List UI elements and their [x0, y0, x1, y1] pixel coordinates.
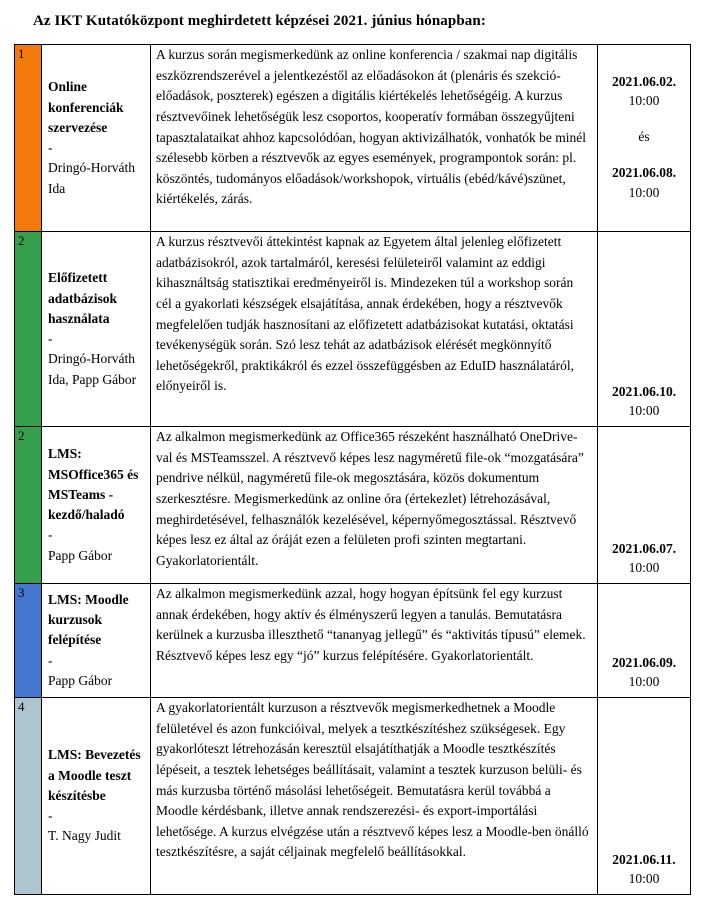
- session-time: 10:00: [628, 93, 660, 109]
- title-separator: -: [48, 331, 53, 346]
- course-date-cell: [598, 427, 691, 584]
- course-title-cell: [42, 45, 151, 232]
- course-title: LMS: Bevezetés a Moodle teszt készítésbe: [48, 747, 141, 803]
- session-date: 2021.06.08.: [611, 165, 677, 181]
- title-separator: -: [48, 652, 53, 668]
- session-block: [600, 382, 688, 421]
- date-conjunction: és: [638, 128, 650, 144]
- course-date-cell: [598, 232, 691, 427]
- session-date: 2021.06.10.: [611, 383, 677, 399]
- course-title-cell: [42, 232, 151, 427]
- row-number-cell: 2: [15, 427, 42, 584]
- course-description: A gyakorlatorientált kurzuson a résztvevők megismerkedhetnek a Moodle felületével és azon funkcióival, melyek a tesztkészítéshez szükségesek. Egy gyakorlóteszt létrehozásán keresztül elsajátíthatják a Moodle tesztkészítés lépéseit, a tesztek lehetséges beállításait, valamint a tesztek kurzuson belüli- és más kurzusba történő másolási lehetőségeit. Bemutatásra kerül továbbá a Moodle kérdésbank, illetve annak rendszerezési- és export-importálási lehetősége. A kurzus elvégzése után a résztvevő képes lesz a Moodle-ben önálló tesztkészítésre, a saját céljainak megfelelő beállításokkal.: [151, 698, 598, 895]
- session-date: 2021.06.07.: [611, 540, 677, 556]
- session-time: 10:00: [628, 403, 660, 419]
- course-description: A kurzus során megismerkedünk az online konferencia / szakmai nap digitális eszközrendszerével a jelentkezéstől az előadásokon át (plenáris és szekció-előadások, poszterek) egészen a digitális kiértékelés lehetőségéig. A kurzus résztvevőinek lehetőségük lesz csoportos, kooperatív formában összegyűjteni tapasztalataikat ahhoz kapcsolódóan, hogyan aktivizálhatók, vonhatók be minél szélesebb körben a résztvevők az egyes események, programpontok során: pl. köszöntés, tudományos előadások/workshopok, virtuális (ebéd/kávé)szünet, kiértékelés, zárás.: [151, 45, 598, 232]
- course-description: A kurzus résztvevői áttekintést kapnak az Egyetem által jelenleg előfizetett adatbázisokról, azok tartalmáról, keresési felületeiről valamint az eddigi kihasználtság statisztikai eredményeiről is. Mindezeken túl a workshop során cél a gyakorlati készségek elsajátítása, annak érdekében, hogy a résztvevők megfelelően tudják hasznosítani az előfizetett adatbázisokat kutatási, oktatási tevékenységük során. Szó lesz tehát az adatbázisok elérését megkönnyítő lehetőségekről, praktikákról és ezzel összefüggésben az EduID használatáról, előnyeiről is.: [151, 232, 598, 427]
- session-time: 10:00: [628, 871, 660, 887]
- course-title-cell: [42, 698, 151, 895]
- page-title: Az IKT Kutatóközpont meghirdetett képzései 2021. június hónapban:: [33, 13, 486, 29]
- session-date: 2021.06.09.: [611, 654, 677, 670]
- row-number-cell: 3: [15, 584, 42, 698]
- course-title-cell: [42, 584, 151, 698]
- course-date-cell: [598, 698, 691, 895]
- course-instructor: Dringó-Horváth Ida, Papp Gábor: [48, 351, 137, 387]
- course-date-cell: [598, 584, 691, 698]
- session-block: [600, 850, 688, 889]
- course-instructor: Papp Gábor: [48, 672, 113, 688]
- course-title: Előfizetett adatbázisok használata: [48, 270, 118, 326]
- course-title-cell: [42, 427, 151, 584]
- session-block: [600, 72, 688, 111]
- title-separator: -: [48, 808, 53, 824]
- session-block: [600, 539, 688, 578]
- row-number-cell: 2: [15, 232, 42, 427]
- course-instructor: Dringó-Horváth Ida: [48, 160, 135, 196]
- row-number-cell: 4: [15, 698, 42, 895]
- course-instructor: Papp Gábor: [48, 547, 113, 563]
- course-description: Az alkalmon megismerkedünk azzal, hogy hogyan építsünk fel egy kurzust annak érdekében, hogy aktív és élményszerű legyen a tanulás. Bemutatásra kerülnek a kurzusba illeszthető “tananyag jellegű” és “aktivitás típusú” elemek. Résztvevő képes lesz egy “jó” kurzus felépítésére. Gyakorlatorientált.: [151, 584, 598, 698]
- table-row: [15, 427, 691, 584]
- session-block: [600, 163, 688, 202]
- session-date: 2021.06.11.: [612, 851, 676, 867]
- session-time: 10:00: [628, 560, 660, 576]
- table-row: [15, 45, 691, 232]
- title-separator: -: [48, 527, 53, 543]
- session-block: [600, 653, 688, 692]
- session-date: 2021.06.02.: [611, 73, 677, 89]
- session-time: 10:00: [628, 674, 660, 690]
- course-title: Online konferenciák szervezése: [48, 79, 124, 135]
- table-row: [15, 232, 691, 427]
- course-title: LMS: MSOffice365 és MSTeams - kezdő/haladó: [48, 446, 139, 522]
- course-date-cell: [598, 45, 691, 232]
- courses-table: [14, 44, 691, 895]
- table-row: [15, 698, 691, 895]
- row-number-cell: 1: [15, 45, 42, 232]
- course-instructor: T. Nagy Judit: [48, 828, 121, 844]
- table-row: [15, 584, 691, 698]
- course-title: LMS: Moodle kurzusok felépítése: [48, 591, 129, 648]
- session-time: 10:00: [628, 184, 660, 200]
- course-description: Az alkalmon megismerkedünk az Office365 részeként használható OneDrive-val és MSTeamsszel. A résztvevő képes lesz nagyméretű file-ok “mozgatására” pendrive nélkül, nagyméretű file-ok megosztására, közös dokumentum szerkesztésre. Megismerkedünk az online óra (értekezlet) létrehozásával, meghirdetésével, felhasználók kezelésével, képernyőmegosztással. Résztvevő képes lesz ez által az óráját ezen a felületen profi szinten megtartani. Gyakorlatorientált.: [151, 427, 598, 584]
- title-separator: -: [48, 140, 53, 155]
